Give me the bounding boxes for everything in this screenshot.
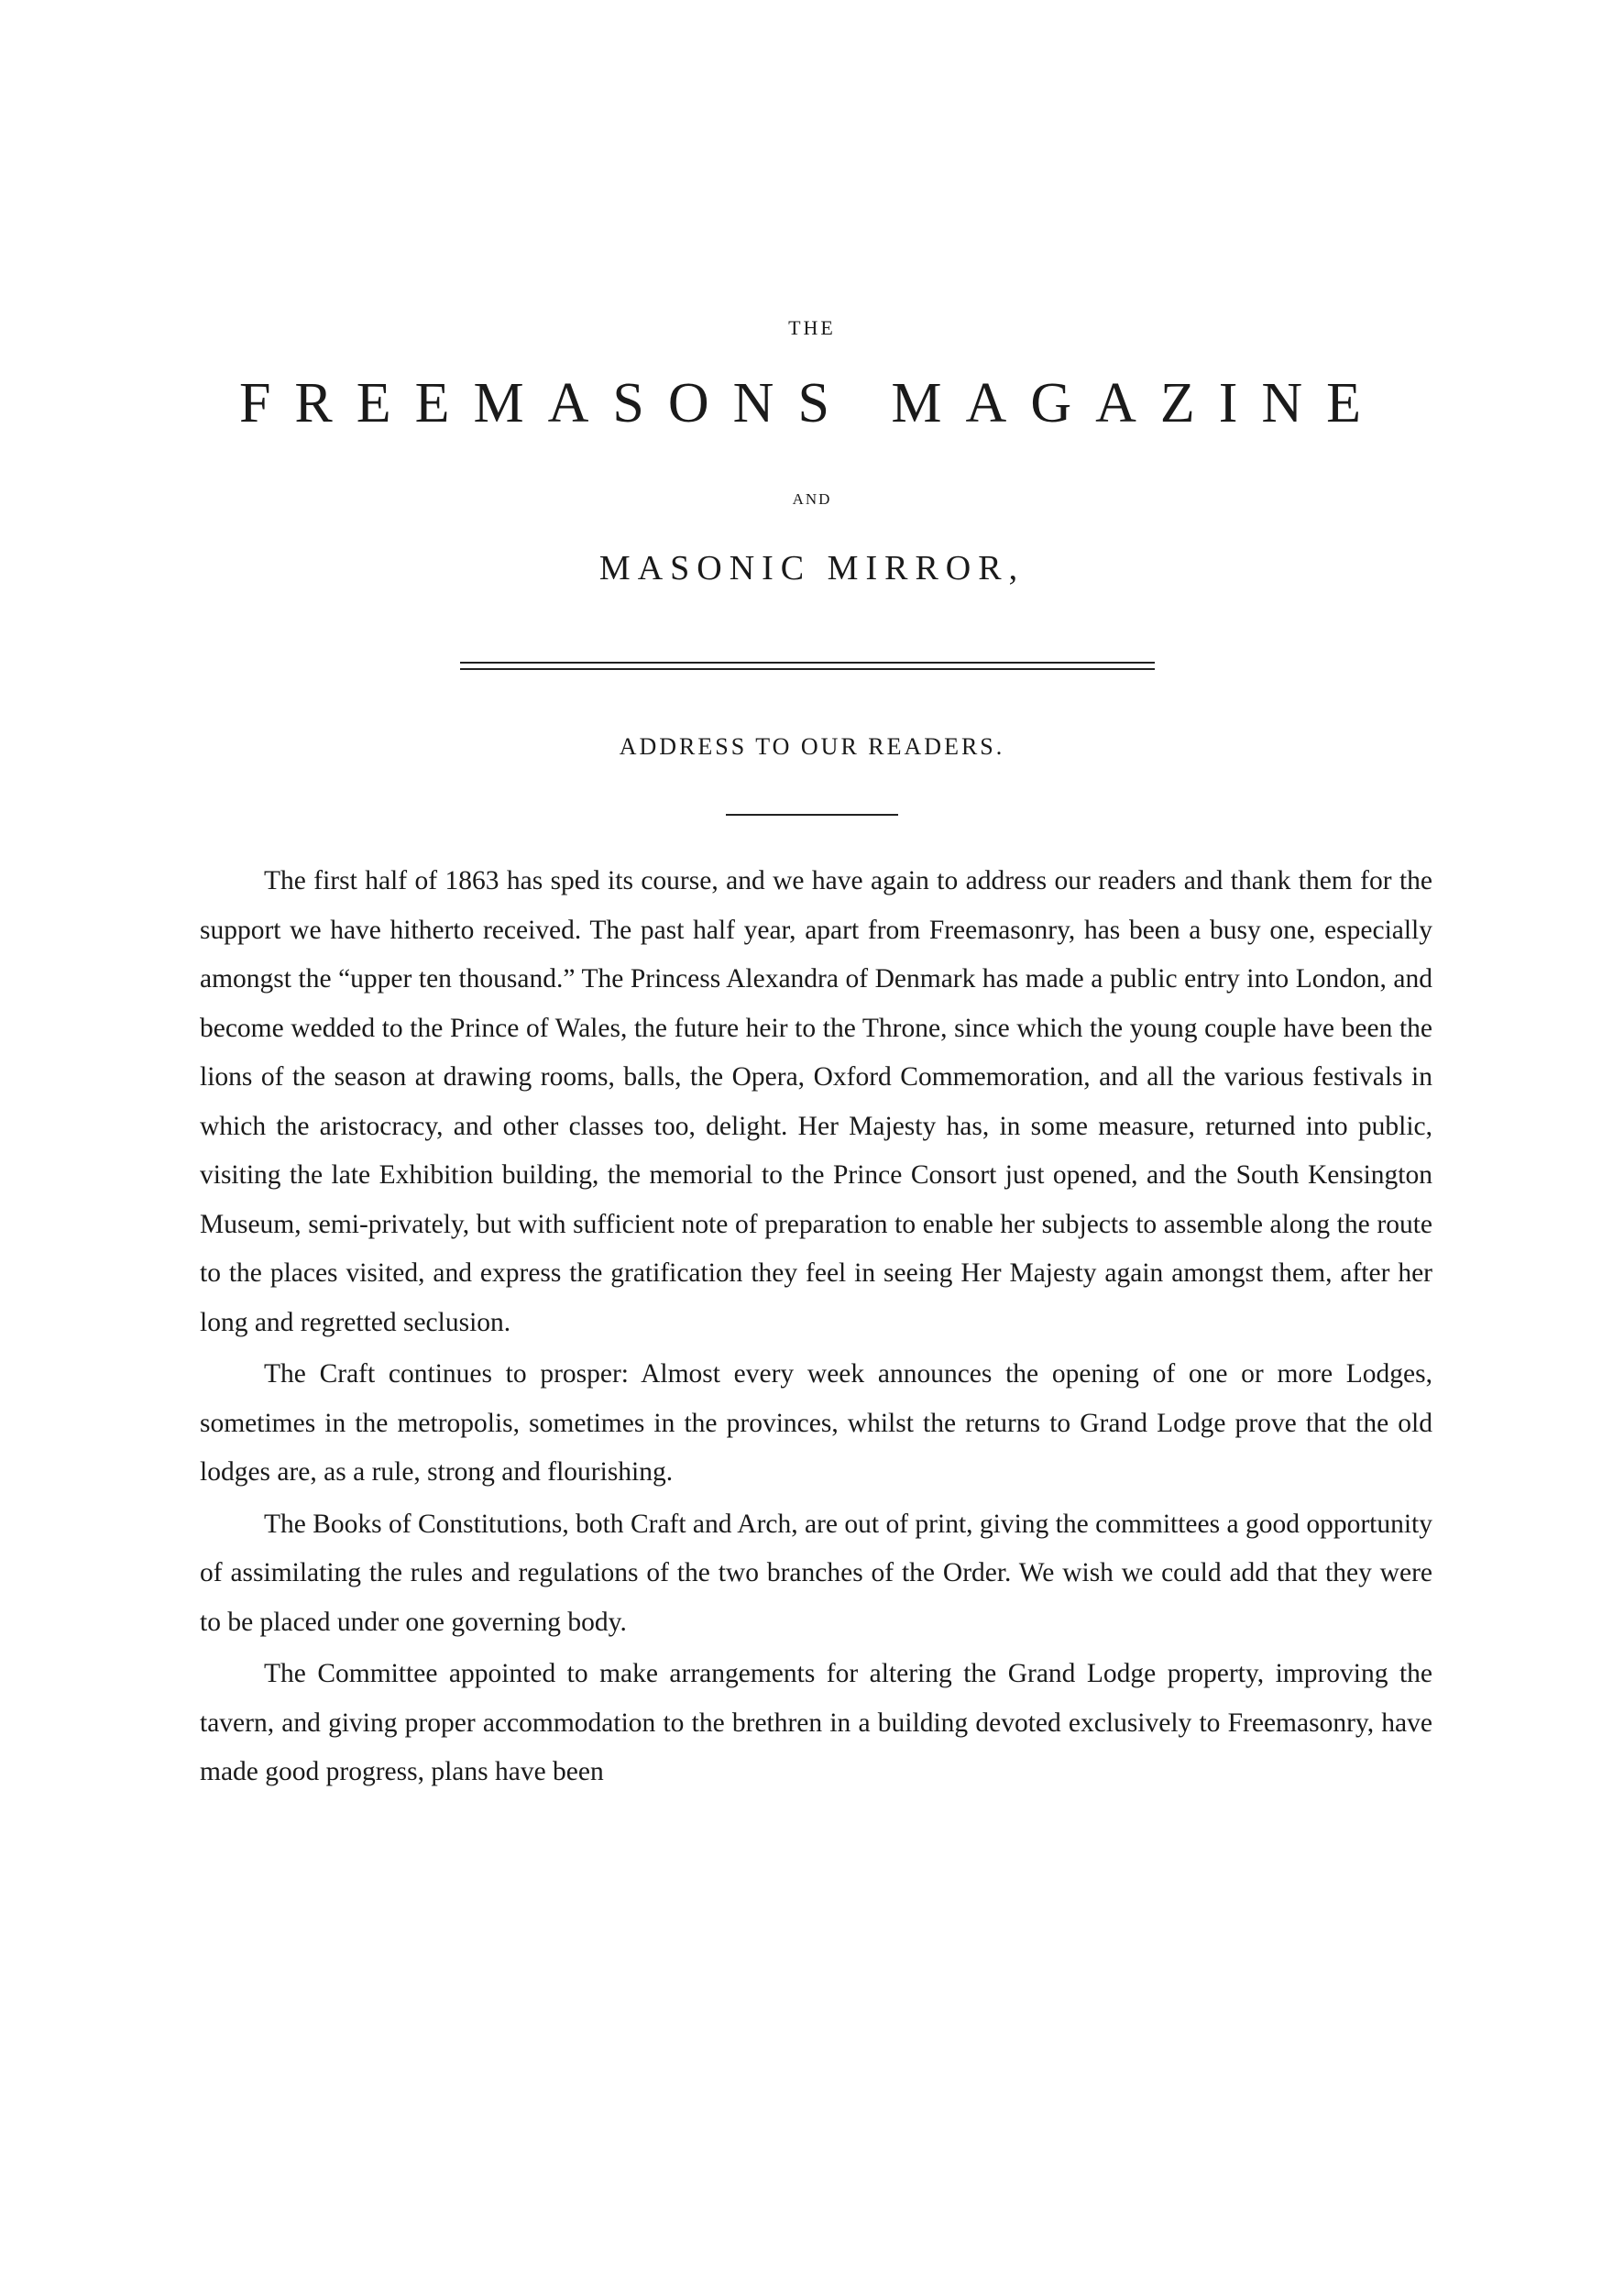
short-rule-divider — [726, 814, 898, 816]
magazine-subtitle: MASONIC MIRROR, — [598, 549, 1026, 587]
magazine-title: FREEMASONS MAGAZINE — [238, 372, 1386, 434]
article-body — [200, 857, 1432, 1797]
paragraph-1: The first half of 1863 has sped its course, and we have again to address our readers and thank them for the support we have hitherto received. The past half year, apart from Freemasonry, has been a busy one, especially amongst the “upper ten thousand.” The Princess Alexandra of Denmark has made a public entry into London, and become wedded to the Prince of Wales, the future heir to the Throne, since which the young couple have been the lions of the season at drawing rooms, balls, the Opera, Oxford Commemoration, and all the various festivals in which the aristocracy, and other classes too, delight. Her Majesty has, in some measure, returned into public, visiting the late Exhibition building, the memorial to the Prince Consort just opened, and the South Kensington Museum, semi-privately, but with sufficient note of preparation to enable her subjects to assemble along the route to the places visited, and express the gratification they feel in seeing Her Majesty again amongst them, after her long and regretted seclusion. — [200, 866, 1432, 1337]
masthead-the: THE — [788, 316, 836, 339]
paragraph-3: The Books of Constitutions, both Craft and Arch, are out of print, giving the committees a good opportunity of assimilating the rules and regulations of the two branches of the Order. We wish we could add that they were to be placed under one governing body. — [200, 1509, 1432, 1637]
double-rule-divider — [460, 662, 1155, 670]
paragraph-4: The Committee appointed to make arrangements for altering the Grand Lodge property, improving the tavern, and giving proper accommodation to the brethren in a building devoted exclusively to Freemasonry, have made good progress, plans have been — [200, 1659, 1432, 1786]
article-heading: ADDRESS TO OUR READERS. — [619, 733, 1005, 760]
masthead-and: AND — [792, 490, 832, 508]
paragraph-2: The Craft continues to prosper: Almost every week announces the opening of one or more Lodges, sometimes in the metropolis, sometimes in the provinces, whilst the returns to Grand Lodge prove that the old lodges are, as a rule, strong and flourishing. — [200, 1359, 1432, 1487]
